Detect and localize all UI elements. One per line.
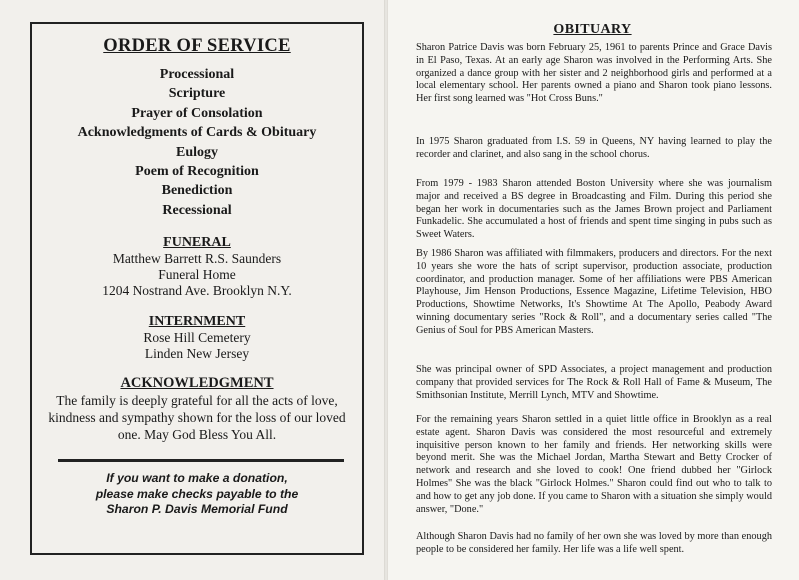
donation-line: please make checks payable to the: [95, 486, 299, 501]
page-fold: [384, 0, 388, 580]
funeral-line: 1204 Nostrand Ave. Brooklyn N.Y.: [102, 283, 292, 298]
obituary-paragraph: In 1975 Sharon graduated from I.S. 59 in Queens, NY having learned to play the recorder and clarinet, and also sang in the school chorus.: [416, 136, 772, 160]
order-of-service-title: ORDER OF SERVICE: [103, 36, 291, 56]
internment-line: Rose Hill Cemetery: [143, 330, 251, 345]
service-item: Poem of Recognition: [135, 164, 259, 180]
funeral-title: FUNERAL: [163, 235, 231, 250]
obituary-title: OBITUARY: [553, 22, 632, 37]
donation-line: If you want to make a donation,: [106, 471, 288, 485]
service-item: Eulogy: [175, 144, 218, 160]
donation-note: [30, 471, 364, 518]
funeral-line: Matthew Barrett R.S. Saunders: [112, 251, 282, 266]
internment-title: INTERNMENT: [148, 314, 246, 329]
obituary-paragraph: Although Sharon Davis had no family of her own she was loved by more than enough people to be considered her family. Her life was a life well spent.: [416, 531, 772, 555]
obituary-paragraph: She was principal owner of SPD Associates, a project management and production company that provided services for The Rock & Roll Hall of Fame & Museum, The Smithsonian Institute, Merrill Lynch, MTV and Showtime.: [416, 364, 772, 401]
acknowledgment-section: [30, 375, 364, 443]
internment-line: Linden New Jersey: [144, 346, 250, 361]
divider-rule: [58, 459, 344, 462]
service-item: Acknowledgments of Cards & Obituary: [77, 125, 317, 141]
obituary-paragraph: By 1986 Sharon was affiliated with filmmakers, producers and directors. For the next 10 years she wore the hats of script supervisor, production associate, production coordinator, and production manager. Some of her affiliations were PBS American Playhouse, Jim Henson Productions, Essence Magazine, Lifetime Television, HBO Productions, Showtime Networks, It's Showtime At The Apollo, Peabody Award winning documentary series "Rock & Roll", and a documentary series called "The Genius of Soul for PBS American Masters.: [416, 248, 772, 336]
obituary-paragraph: Sharon Patrice Davis was born February 25, 1961 to parents Prince and Grace Davis in El Paso, Texas. At an early age Sharon was involved in the Performing Arts. She organized a dance group with her sister and 2 neighborhood girls and performed at a local elementary school. Her parents owned a piano and Sharon took piano lessons. Her first song learned was "Hot Cross Buns.": [416, 42, 772, 105]
internment-section: [30, 313, 364, 362]
obituary-paragraph: For the remaining years Sharon settled in a quiet little office in Brooklyn as a real estate agent. Sharon Davis was considered the most resourceful and extremely inquisitive person known to her family and friends. Her networking skills were beyond merit. She was the Michael Jordan, Martha Stewart and Betty Crocker of network and research and she loved to cook! One friend dubbed her "Girlock Holmes" She was the black "Girlock Holmes." Sharon could find out who to talk to and how to get any job done. If you came to Sharon with a situation she simply would answer, "Done.": [416, 414, 772, 515]
service-item: Processional: [159, 67, 235, 82]
service-item: Scripture: [168, 86, 226, 102]
donation-line: Sharon P. Davis Memorial Fund: [106, 502, 288, 517]
obituary-paragraph: From 1979 - 1983 Sharon attended Boston University where she was journalism major and received a BS degree in Broadcasting and Film. During this period she began her work in documentaries such as the James Brown project and Parliament Funkadelic. She accumulated a host of friends and spent time singing in pubs such as Sweet Waters.: [416, 178, 772, 241]
service-item: Benediction: [161, 183, 233, 199]
service-item: Recessional: [162, 202, 232, 218]
acknowledgment-text: The family is deeply grateful for all the acts of love, kindness and sympathy shown for the loss of our loved one. May God Bless You All.: [48, 393, 346, 442]
funeral-line: Funeral Home: [158, 267, 236, 282]
service-list: [30, 65, 364, 220]
funeral-section: [30, 234, 364, 299]
acknowledgment-title: ACKNOWLEDGMENT: [120, 375, 274, 391]
service-item: Prayer of Consolation: [131, 105, 263, 121]
